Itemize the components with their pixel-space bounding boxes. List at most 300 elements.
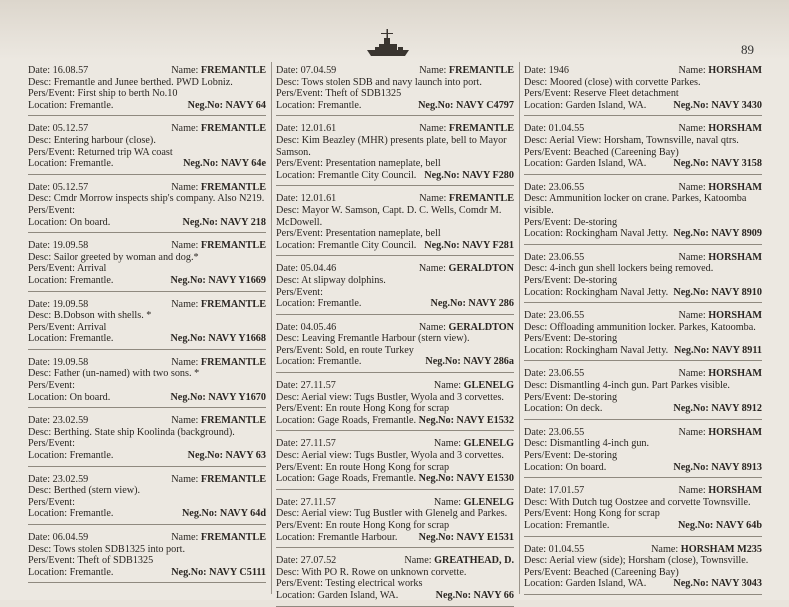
entry-location: Location: Garden Island, WA. <box>276 589 399 601</box>
entry-name-label: Name: <box>404 555 432 567</box>
column-divider <box>271 62 272 594</box>
entry-neg-label: Neg.No: <box>424 239 460 251</box>
catalogue-entry <box>524 365 762 419</box>
entry-header-row <box>276 380 514 392</box>
entry-date: Date: 06.04.59 <box>28 532 89 543</box>
entry-name-value: HORSHAM <box>708 368 762 380</box>
page-header <box>0 0 789 60</box>
entry-footer-row <box>524 520 762 532</box>
entry-footer-row <box>28 508 266 520</box>
entry-footer-row <box>276 532 514 544</box>
entry-name-value: FREMANTLE <box>448 65 514 76</box>
entry-location: Location: Fremantle City Council. <box>276 169 417 181</box>
entry-header-row <box>28 240 266 252</box>
entry-neg-label: Neg.No: <box>673 99 709 111</box>
entry-name-label: Name: <box>678 485 706 497</box>
catalogue-entry <box>276 319 514 373</box>
entry-name-value: HORSHAM M235 <box>680 543 762 555</box>
entry-name-value: FREMANTLE <box>448 123 514 135</box>
entry-footer-row <box>524 578 762 590</box>
ship-icon <box>365 28 411 58</box>
entry-location: Location: On deck. <box>524 403 603 415</box>
entry-name-value: FREMANTLE <box>200 532 266 543</box>
entry-neg-label: Neg.No: <box>187 450 223 462</box>
entry-date: Date: 23.06.55 <box>524 426 585 438</box>
entry-date: Date: 04.05.46 <box>276 321 337 333</box>
entry-pers-event: Pers/Event: De-storing <box>524 450 618 462</box>
entry-header-row <box>276 193 514 205</box>
entry-location: Location: Rockingham Naval Jetty. <box>524 228 669 240</box>
entry-name-label: Name: <box>651 543 679 555</box>
entry-name <box>171 182 266 194</box>
entry-location: Location: Fremantle Harbour. <box>276 531 398 543</box>
catalogue-entry <box>28 120 266 174</box>
entry-header-row <box>524 252 762 264</box>
entry-location: Location: Rockingham Naval Jetty. <box>524 286 669 298</box>
column-divider <box>519 62 520 594</box>
entry-desc: Desc: Leaving Fremantle Harbour (stern view). <box>276 333 470 345</box>
entry-date: Date: 12.01.61 <box>276 123 337 135</box>
entry-name-value: GLENELG <box>463 496 514 508</box>
entry-name <box>171 299 266 311</box>
entry-pers-event: Pers/Event: <box>28 380 75 392</box>
catalogue-entry <box>28 62 266 116</box>
entry-neg <box>431 298 515 310</box>
entry-neg-label: Neg.No: <box>181 508 218 520</box>
entry-location: Location: Gage Roads, Fremantle. <box>276 414 417 426</box>
entry-name-label: Name: <box>418 321 446 333</box>
entry-footer-row <box>524 158 762 170</box>
entry-date: Date: 12.01.61 <box>276 193 337 205</box>
entry-neg-label: Neg.No: <box>673 344 710 356</box>
entry-header-row <box>276 123 514 135</box>
entry-header-row <box>28 299 266 311</box>
entry-footer-row <box>28 100 266 112</box>
entry-desc: Desc: Dismantling 4-inch gun. <box>524 438 650 450</box>
catalogue-entry <box>524 424 762 478</box>
entry-location: Location: Garden Island, WA. <box>524 99 647 111</box>
entry-neg-label: Neg.No: <box>425 356 461 368</box>
entry-name <box>679 485 762 497</box>
entry-name-label: Name: <box>418 263 446 275</box>
entry-desc: Desc: Fremantle and Junee berthed. PWD Lobniz. <box>28 76 233 88</box>
entry-neg-label: Neg.No: <box>673 286 709 298</box>
catalogue-entry <box>276 435 514 489</box>
entry-neg-label: Neg.No: <box>170 333 206 345</box>
catalogue-columns <box>28 62 764 601</box>
entry-neg-value: NAVY 8913 <box>711 461 762 473</box>
entry-neg-value: NAVY F281 <box>462 239 514 251</box>
entry-name-label: Name: <box>171 181 199 193</box>
entry-date: Date: 23.02.59 <box>28 473 89 485</box>
entry-footer-row <box>276 298 514 310</box>
entry-neg-label: Neg.No: <box>418 414 454 426</box>
entry-neg-label: Neg.No: <box>673 578 709 590</box>
entry-footer-row <box>524 345 762 357</box>
entry-name-value: HORSHAM <box>708 310 762 322</box>
entry-pers-event: Pers/Event: De-storing <box>524 333 618 345</box>
entry-header-row <box>28 65 266 77</box>
catalogue-entry <box>524 179 762 245</box>
entry-name <box>171 474 266 486</box>
entry-name-label: Name: <box>678 65 706 76</box>
catalogue-entry <box>524 249 762 303</box>
entry-location: Location: On board. <box>524 461 607 473</box>
entry-pers-event: Pers/Event: <box>28 496 75 508</box>
entry-pers-event: Pers/Event: De-storing <box>524 274 618 286</box>
entry-pers-event: Pers/Event: Reserve Fleet detachment <box>524 88 679 100</box>
entry-desc: Desc: Berthed (stern view). <box>28 485 141 497</box>
entry-desc: Desc: Aerial view (side); Horsham (close), Townsville. <box>524 555 749 567</box>
entry-date: Date: 23.06.55 <box>524 181 585 193</box>
catalogue-entry <box>276 120 514 186</box>
entry-date: Date: 16.08.57 <box>28 65 89 76</box>
entry-neg-value: NAVY C5111 <box>209 566 266 578</box>
catalogue-entry <box>28 179 266 233</box>
entry-neg-label: Neg.No: <box>673 403 709 415</box>
entry-location: Location: Fremantle. <box>28 274 114 286</box>
entry-neg <box>188 450 266 462</box>
entry-neg-value: NAVY 3158 <box>711 158 762 170</box>
entry-neg-label: Neg.No: <box>182 216 218 228</box>
entry-location: Location: Fremantle. <box>28 158 114 170</box>
entry-name <box>434 438 514 450</box>
entry-name <box>171 357 266 369</box>
entry-name-value: GLENELG <box>463 438 514 450</box>
entry-neg-value: NAVY 286 <box>468 298 514 310</box>
entry-neg <box>425 356 514 368</box>
entry-pers-event: Pers/Event: Arrival <box>28 263 107 275</box>
entry-neg <box>419 532 514 544</box>
entry-footer-row <box>276 170 514 182</box>
entry-desc: Desc: Aerial View: Horsham, Townsville, naval qtrs. <box>524 134 739 146</box>
entry-footer-row <box>524 403 762 415</box>
entry-neg-value: NAVY 8910 <box>711 286 762 298</box>
entry-neg <box>419 473 514 485</box>
entry-name-value: HORSHAM <box>708 123 762 135</box>
entry-neg-value: NAVY 64b <box>715 520 762 531</box>
entry-header-row <box>28 415 266 427</box>
entry-name-value: FREMANTLE <box>200 356 266 368</box>
entry-neg <box>673 287 762 299</box>
entry-footer-row <box>276 590 514 602</box>
entry-desc: Desc: Cmdr Morrow inspects ship's company. Also N219. <box>28 193 265 205</box>
entry-name <box>171 415 266 427</box>
entry-name-label: Name: <box>171 473 199 485</box>
entry-name-value: FREMANTLE <box>200 65 266 76</box>
entry-desc: Desc: Aerial view: Tugs Bustler, Wyola and 3 corvettes. <box>276 391 504 403</box>
entry-pers-event: Pers/Event: <box>276 286 323 298</box>
entry-header-row <box>28 357 266 369</box>
entry-footer-row <box>28 567 266 579</box>
entry-header-row <box>276 263 514 275</box>
entry-date: Date: 19.09.58 <box>28 298 89 310</box>
entry-header-row <box>524 123 762 135</box>
entry-name-value: FREMANTLE <box>200 181 266 193</box>
entry-pers-event: Pers/Event: <box>28 204 75 216</box>
entry-desc: Desc: Sailor greeted by woman and dog.* <box>28 251 199 263</box>
entry-header-row <box>276 497 514 509</box>
entry-desc: Desc: With PO R. Rowe on unknown corvette. <box>276 566 467 578</box>
entry-name <box>419 123 514 135</box>
column-2 <box>276 62 514 601</box>
entry-pers-event: Pers/Event: Beached (Careening Bay) <box>524 146 679 158</box>
entry-pers-event: Pers/Event: Beached (Careening Bay) <box>524 566 679 578</box>
entry-location: Location: Fremantle. <box>28 566 114 578</box>
entry-header-row <box>276 555 514 567</box>
entry-name-label: Name: <box>678 426 706 438</box>
entry-desc: Desc: B.Dobson with shells. * <box>28 310 152 322</box>
entry-header-row <box>28 474 266 486</box>
entry-date: Date: 23.06.55 <box>524 251 585 263</box>
entry-desc: Desc: Kim Beazley (MHR) presents plate, bell to Mayor Samson. <box>276 134 507 158</box>
entry-header-row <box>28 532 266 544</box>
entry-name <box>419 65 514 77</box>
entry-location: Location: Fremantle. <box>276 356 362 368</box>
entry-name <box>679 65 762 77</box>
catalogue-entry <box>524 482 762 536</box>
entry-pers-event: Pers/Event: De-storing <box>524 216 618 228</box>
entry-neg-label: Neg.No: <box>418 531 454 543</box>
catalogue-entry <box>276 260 514 314</box>
entry-neg <box>188 100 266 112</box>
entry-neg-value: NAVY 64 <box>225 99 266 111</box>
entry-name-label: Name: <box>433 496 462 508</box>
entry-footer-row <box>276 240 514 252</box>
entry-location: Location: Fremantle. <box>276 99 362 111</box>
entry-header-row <box>524 310 762 322</box>
entry-name-value: GERALDTON <box>448 263 514 275</box>
entry-name-label: Name: <box>419 65 447 76</box>
entry-pers-event: Pers/Event: Presentation nameplate, bell <box>276 228 441 240</box>
entry-neg-label: Neg.No: <box>418 473 454 485</box>
entry-name <box>679 310 762 322</box>
entry-neg-value: NAVY Y1668 <box>208 333 266 345</box>
entry-desc: Desc: 4-inch gun shell lockers being removed. <box>524 263 714 275</box>
catalogue-entry <box>28 354 266 408</box>
entry-desc: Desc: Tows stolen SDB1325 into port. <box>28 543 186 555</box>
entry-neg-value: NAVY 8909 <box>711 228 762 240</box>
catalogue-entry <box>524 307 762 361</box>
catalogue-entry <box>28 529 266 583</box>
entry-name-value: FREMANTLE <box>200 123 266 135</box>
entry-pers-event: Pers/Event: En route Hong Kong for scrap <box>276 520 450 531</box>
entry-neg-value: NAVY Y1669 <box>208 274 266 286</box>
entry-header-row <box>276 322 514 334</box>
entry-location: Location: Garden Island, WA. <box>524 578 647 590</box>
entry-footer-row <box>276 415 514 427</box>
entry-name <box>434 497 514 509</box>
entry-desc: Desc: Father (un-named) with two sons. * <box>28 368 200 380</box>
entry-name-label: Name: <box>433 380 462 392</box>
entry-neg-label: Neg.No: <box>171 566 207 578</box>
entry-desc: Desc: Tows stolen SDB and navy launch into port. <box>276 76 482 88</box>
entry-pers-event: Pers/Event: Presentation nameplate, bell <box>276 158 441 170</box>
entry-date: Date: 17.01.57 <box>524 485 585 497</box>
entry-neg-value: NAVY 8912 <box>711 403 762 415</box>
entry-header-row <box>28 123 266 135</box>
entry-neg-value: NAVY Y1670 <box>208 391 266 403</box>
entry-header-row <box>276 438 514 450</box>
entry-name-value: FREMANTLE <box>200 240 266 252</box>
entry-neg-label: Neg.No: <box>187 99 223 111</box>
entry-neg <box>183 217 267 229</box>
entry-name <box>679 123 762 135</box>
entry-pers-event: Pers/Event: Arrival <box>28 321 107 333</box>
entry-name <box>171 65 266 77</box>
entry-name-value: FREMANTLE <box>200 298 266 310</box>
entry-name-label: Name: <box>171 415 199 427</box>
entry-name-value: FREMANTLE <box>448 193 514 205</box>
entry-name <box>651 544 762 556</box>
entry-name-value: GLENELG <box>463 380 514 392</box>
entry-date: Date: 01.04.55 <box>524 123 585 135</box>
entry-location: Location: Fremantle. <box>28 508 114 520</box>
entry-name-label: Name: <box>678 181 706 193</box>
entry-date: Date: 23.06.55 <box>524 310 585 322</box>
entry-date: Date: 23.02.59 <box>28 415 89 427</box>
entry-name <box>419 322 514 334</box>
entry-location: Location: Fremantle City Council. <box>276 239 417 251</box>
entry-footer-row <box>28 158 266 170</box>
entry-date: Date: 27.11.57 <box>276 438 336 450</box>
entry-neg <box>171 567 266 579</box>
entry-footer-row <box>28 275 266 287</box>
catalogue-entry <box>28 296 266 350</box>
entry-desc: Desc: Aerial view: Tug Bustler with Glenelg and Parkes. <box>276 508 508 520</box>
entry-neg-value: NAVY E1530 <box>456 473 514 485</box>
entry-location: Location: On board. <box>28 391 111 403</box>
entry-neg-value: NAVY 3430 <box>711 99 762 111</box>
entry-pers-event: Pers/Event: <box>28 438 75 450</box>
entry-neg-value: NAVY 8911 <box>711 344 762 356</box>
entry-neg-value: NAVY E1531 <box>456 531 514 543</box>
entry-name-value: HORSHAM <box>708 65 762 76</box>
entry-desc: Desc: Offloading ammunition locker. Parkes, Katoomba. <box>524 321 756 333</box>
entry-pers-event: Pers/Event: De-storing <box>524 391 618 403</box>
entry-name <box>679 427 762 439</box>
entry-footer-row <box>276 473 514 485</box>
entry-name-value: HORSHAM <box>708 181 762 193</box>
entry-pers-event: Pers/Event: Returned trip WA coast <box>28 146 173 158</box>
entry-neg-value: NAVY F280 <box>462 169 514 181</box>
entry-neg-value: NAVY 66 <box>473 589 514 601</box>
entry-name <box>419 263 514 275</box>
entry-location: Location: Fremantle. <box>28 99 114 111</box>
entry-location: Location: Fremantle. <box>28 333 114 345</box>
entry-neg-value: NAVY 218 <box>220 216 266 228</box>
entry-date: Date: 19.09.58 <box>28 356 89 368</box>
entry-name-label: Name: <box>678 310 706 322</box>
catalogue-entry <box>524 541 762 595</box>
entry-name-label: Name: <box>171 123 199 135</box>
entry-neg-value: NAVY 286a <box>463 356 514 368</box>
entry-header-row <box>524 368 762 380</box>
entry-date: Date: 05.04.46 <box>276 263 337 275</box>
entry-name-value: HORSHAM <box>708 485 762 497</box>
entry-neg <box>678 520 762 532</box>
entry-name-value: GERALDTON <box>448 321 514 333</box>
entry-neg-value: NAVY 64d <box>219 508 266 520</box>
entry-pers-event: Pers/Event: En route Hong Kong for scrap <box>276 403 450 415</box>
entry-desc: Desc: Moored (close) with corvette Parkes. <box>524 76 701 88</box>
entry-pers-event: Pers/Event: En route Hong Kong for scrap <box>276 461 450 473</box>
entry-desc: Desc: Entering harbour (close). <box>28 134 156 146</box>
entry-footer-row <box>524 462 762 474</box>
entry-date: Date: 23.06.55 <box>524 368 585 380</box>
entry-date: Date: 05.12.57 <box>28 123 89 135</box>
entry-date: Date: 01.04.55 <box>524 543 585 555</box>
entry-name <box>171 240 266 252</box>
entry-name-value: GREATHEAD, D. <box>434 555 514 567</box>
entry-name-value: HORSHAM <box>708 426 762 438</box>
entry-neg <box>424 170 514 182</box>
entry-name-label: Name: <box>171 240 199 252</box>
entry-neg-value: NAVY C4797 <box>455 99 514 111</box>
entry-neg <box>170 392 266 404</box>
entry-desc: Desc: At slipway dolphins. <box>276 274 386 286</box>
entry-date: Date: 05.12.57 <box>28 181 89 193</box>
entry-name-label: Name: <box>419 123 447 135</box>
entry-neg <box>673 158 762 170</box>
entry-neg <box>182 508 266 520</box>
entry-name-label: Name: <box>678 251 706 263</box>
entry-name-label: Name: <box>433 438 462 450</box>
entry-name-label: Name: <box>419 193 447 205</box>
entry-name-label: Name: <box>171 298 199 310</box>
entry-neg-label: Neg.No: <box>170 274 206 286</box>
entry-name <box>419 193 514 205</box>
entry-neg-label: Neg.No: <box>430 298 466 310</box>
entry-neg-value: NAVY 64e <box>221 158 266 170</box>
catalogue-entry <box>524 62 762 116</box>
entry-header-row <box>276 65 514 77</box>
entry-name-label: Name: <box>171 532 199 543</box>
entry-pers-event: Pers/Event: Hong Kong for scrap <box>524 508 660 520</box>
entry-neg-label: Neg.No: <box>424 169 460 181</box>
entry-neg <box>170 333 266 345</box>
entry-header-row <box>524 182 762 194</box>
entry-neg-label: Neg.No: <box>418 99 454 111</box>
catalogue-entry <box>524 120 762 174</box>
entry-neg <box>673 578 762 590</box>
entry-name <box>434 380 514 392</box>
entry-pers-event: Pers/Event: Theft of SDB1325 <box>28 555 154 567</box>
entry-pers-event: Pers/Event: First ship to berth No.10 <box>28 88 178 100</box>
entry-name <box>679 182 762 194</box>
entry-footer-row <box>28 333 266 345</box>
entry-date: Date: 27.07.52 <box>276 555 337 567</box>
entry-neg-value: NAVY 63 <box>225 450 266 462</box>
entry-desc: Desc: Berthing. State ship Koolinda (background). <box>28 426 235 438</box>
entry-neg-value: NAVY 3043 <box>711 578 762 590</box>
entry-neg <box>170 275 266 287</box>
entry-name <box>404 555 514 567</box>
entry-neg <box>673 462 762 474</box>
entry-footer-row <box>524 100 762 112</box>
entry-date: Date: 27.11.57 <box>276 496 336 508</box>
entry-location: Location: Rockingham Naval Jetty. <box>524 344 669 356</box>
entry-desc: Desc: With Dutch tug Oostzee and corvette Townsville. <box>524 496 751 508</box>
entry-neg <box>673 228 762 240</box>
entry-desc: Desc: Mayor W. Samson, Capt. D. C. Wells, Comdr M. McDowell. <box>276 204 502 228</box>
entry-date: Date: 19.09.58 <box>28 240 89 252</box>
entry-name <box>679 368 762 380</box>
entry-desc: Desc: Dismantling 4-inch gun. Part Parkes visible. <box>524 380 730 392</box>
entry-name-label: Name: <box>171 65 199 76</box>
entry-location: Location: Fremantle. <box>276 298 362 310</box>
entry-name <box>171 123 266 135</box>
